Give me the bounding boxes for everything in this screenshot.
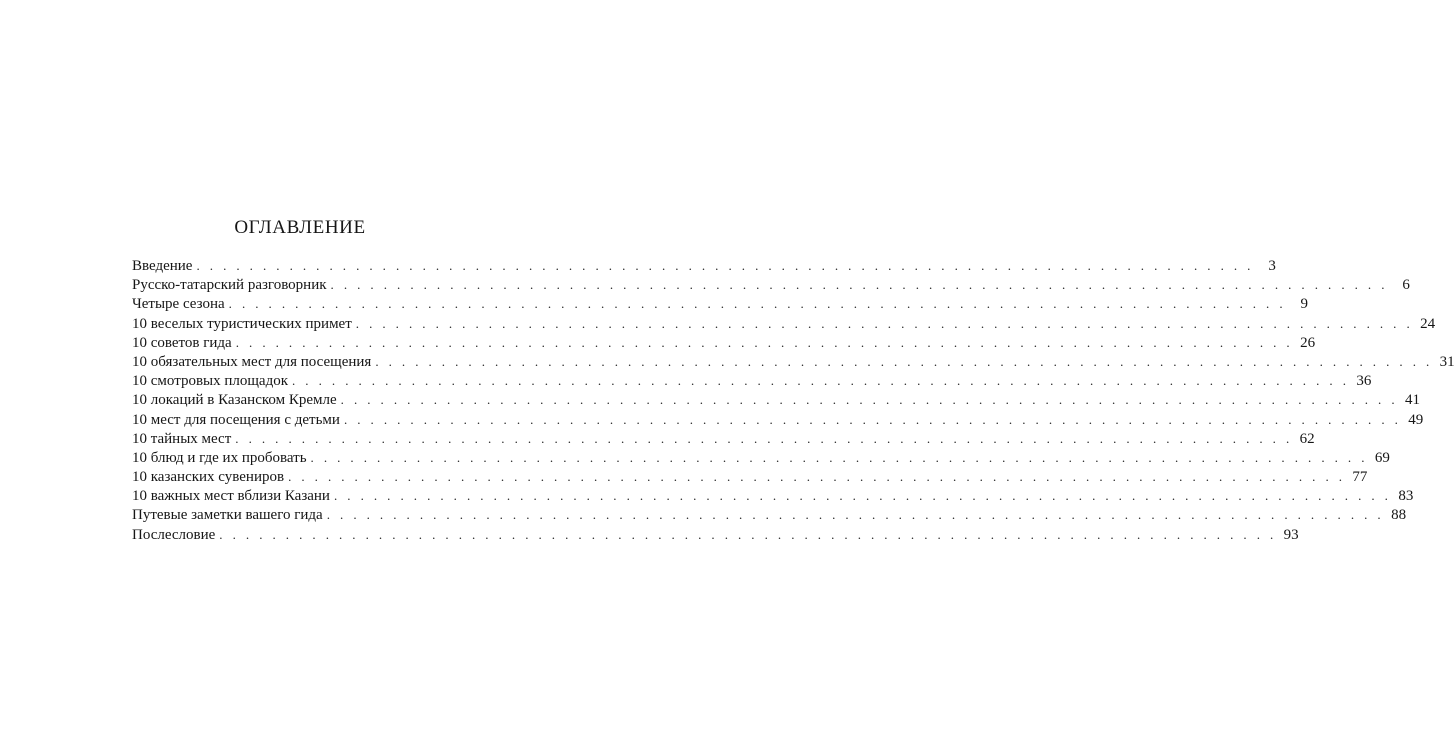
toc-entry [132, 314, 1436, 333]
entry-title: Введение [132, 258, 193, 274]
toc-entry [132, 333, 1316, 352]
entry-page-number: 31 [1439, 353, 1455, 370]
entry-title: 10 казанских сувениров [132, 469, 285, 486]
dot-leader: . . . . . . . . . . . . . . . . . . . . . . . . . . . . . . . . . . . . . . . . . . . . . . . . . . . . . . . . . . . . . . . . . . . . . . . . . . . . . . . . [228, 296, 1287, 312]
entry-title: 10 обязательных мест для посещения [132, 353, 372, 370]
entry-title: 10 смотровых площадок [132, 373, 288, 390]
contents-heading: ОГЛАВЛЕНИЕ [234, 217, 366, 238]
toc-entry [132, 448, 1390, 467]
dot-leader: . . . . . . . . . . . . . . . . . . . . . . . . . . . . . . . . . . . . . . . . . . . . . . . . . . . . . . . . . . . . . . . . . . . . . . . . . . . . . . . . [196, 258, 1254, 273]
toc-entry [132, 371, 1372, 390]
entry-title: 10 веселых туристических примет [132, 315, 352, 332]
entry-title: 10 важных мест вблизи Казани [132, 488, 330, 505]
entry-page-number: 88 [1391, 507, 1407, 524]
entry-page-number: 3 [1268, 258, 1276, 274]
dot-leader: . . . . . . . . . . . . . . . . . . . . . . . . . . . . . . . . . . . . . . . . . . . . . . . . . . . . . . . . . . . . . . . . . . . . . . . . . . . . . . . . [288, 469, 1346, 485]
entry-page-number: 6 [1402, 277, 1410, 294]
toc-entry [132, 352, 1455, 371]
entry-title: 10 мест для посещения с детьми [132, 411, 340, 428]
entry-title: 10 советов гида [132, 334, 232, 351]
entry-title: 10 локаций в Казанском Кремле [132, 392, 337, 409]
entry-title: Русско-татарский разговорник [132, 277, 327, 294]
dot-leader: . . . . . . . . . . . . . . . . . . . . . . . . . . . . . . . . . . . . . . . . . . . . . . . . . . . . . . . . . . . . . . . . . . . . . . . . . . . . . . . . [310, 449, 1368, 465]
dot-leader: . . . . . . . . . . . . . . . . . . . . . . . . . . . . . . . . . . . . . . . . . . . . . . . . . . . . . . . . . . . . . . . . . . . . . . . . . . . . . . . . [340, 392, 1398, 408]
entry-page-number: 49 [1408, 411, 1424, 428]
toc-entry [132, 275, 1410, 294]
entry-page-number: 77 [1352, 469, 1368, 486]
dot-leader: . . . . . . . . . . . . . . . . . . . . . . . . . . . . . . . . . . . . . . . . . . . . . . . . . . . . . . . . . . . . . . . . . . . . . . . . . . . . . . . . [375, 353, 1433, 369]
entry-title: 10 блюд и где их пробовать [132, 449, 307, 466]
entry-page-number: 36 [1356, 373, 1372, 390]
entry-page-number: 62 [1299, 430, 1315, 447]
entry-page-number: 83 [1398, 488, 1414, 505]
dot-leader: . . . . . . . . . . . . . . . . . . . . . . . . . . . . . . . . . . . . . . . . . . . . . . . . . . . . . . . . . . . . . . . . . . . . . . . . . . . . . . . . [326, 507, 1385, 523]
entry-page-number: 41 [1405, 392, 1420, 409]
toc-entry [132, 505, 1407, 524]
entry-title: Путевые заметки вашего гида [132, 507, 323, 524]
dot-leader: . . . . . . . . . . . . . . . . . . . . . . . . . . . . . . . . . . . . . . . . . . . . . . . . . . . . . . . . . . . . . . . . . . . . . . . . . . . . . . . . [355, 315, 1414, 331]
dot-leader: . . . . . . . . . . . . . . . . . . . . . . . . . . . . . . . . . . . . . . . . . . . . . . . . . . . . . . . . . . . . . . . . . . . . . . . . . . . . . . . . [235, 430, 1293, 446]
toc-entry [132, 390, 1420, 409]
dot-leader: . . . . . . . . . . . . . . . . . . . . . . . . . . . . . . . . . . . . . . . . . . . . . . . . . . . . . . . . . . . . . . . . . . . . . . . . . . . . . . . . [219, 526, 1277, 542]
entry-page-number: 26 [1300, 334, 1316, 351]
entry-title: 10 тайных мест [132, 430, 232, 447]
toc-entry [132, 256, 1276, 275]
toc-entry [132, 294, 1309, 313]
toc-entry [132, 429, 1315, 448]
dot-leader: . . . . . . . . . . . . . . . . . . . . . . . . . . . . . . . . . . . . . . . . . . . . . . . . . . . . . . . . . . . . . . . . . . . . . . . . . . . . . . . . [235, 334, 1294, 350]
toc-entry [132, 525, 1299, 544]
entry-title: Четыре сезона [132, 296, 225, 313]
dot-leader: . . . . . . . . . . . . . . . . . . . . . . . . . . . . . . . . . . . . . . . . . . . . . . . . . . . . . . . . . . . . . . . . . . . . . . . . . . . . . . . . [292, 373, 1350, 389]
entry-title: Послесловие [132, 526, 216, 543]
toc-entry [132, 486, 1414, 505]
dot-leader: . . . . . . . . . . . . . . . . . . . . . . . . . . . . . . . . . . . . . . . . . . . . . . . . . . . . . . . . . . . . . . . . . . . . . . . . . . . . . . . . [330, 277, 1388, 293]
toc-entry [132, 410, 1424, 429]
entry-page-number: 93 [1283, 526, 1299, 543]
toc-entry [132, 467, 1368, 486]
table-of-contents [132, 256, 1455, 544]
dot-leader: . . . . . . . . . . . . . . . . . . . . . . . . . . . . . . . . . . . . . . . . . . . . . . . . . . . . . . . . . . . . . . . . . . . . . . . . . . . . . . . . [343, 411, 1402, 427]
entry-page-number: 24 [1420, 315, 1436, 332]
entry-page-number: 69 [1374, 449, 1390, 466]
dot-leader: . . . . . . . . . . . . . . . . . . . . . . . . . . . . . . . . . . . . . . . . . . . . . . . . . . . . . . . . . . . . . . . . . . . . . . . . . . . . . . . . [333, 488, 1392, 504]
entry-page-number: 9 [1300, 296, 1309, 313]
